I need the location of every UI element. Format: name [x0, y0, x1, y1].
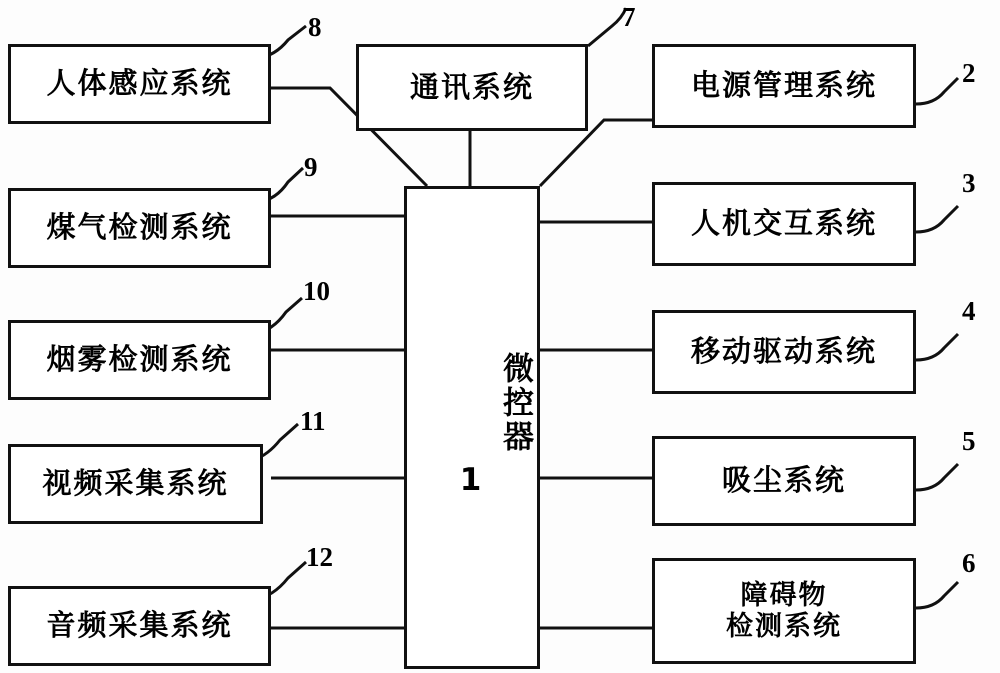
ref-label-9: 9 — [304, 152, 318, 182]
block-obstacle-detection[interactable] — [652, 558, 916, 664]
ref-label-12: 12 — [306, 542, 333, 572]
ref-label-2: 2 — [962, 58, 976, 88]
block-communication[interactable] — [356, 44, 588, 131]
ref-label-7: 7 — [622, 2, 636, 32]
block-video-capture-label: 视频采集系统 — [42, 466, 229, 501]
block-microcontroller-number: 1 — [459, 462, 485, 499]
block-communication-label: 通讯系统 — [409, 69, 534, 104]
ref-label-11: 11 — [300, 406, 326, 436]
block-microcontroller[interactable] — [404, 186, 540, 669]
block-mobile-drive-label: 移动驱动系统 — [690, 334, 877, 369]
ref-label-5: 5 — [962, 426, 976, 456]
block-power-management[interactable] — [652, 44, 916, 128]
block-obstacle-detection-label-line1: 障碍物 — [740, 579, 828, 611]
block-vacuum-label: 吸尘系统 — [721, 463, 846, 498]
ref-label-4: 4 — [962, 296, 976, 326]
block-smoke-detection-label: 烟雾检测系统 — [46, 342, 233, 377]
block-human-sensing-label: 人体感应系统 — [46, 66, 233, 101]
block-audio-capture[interactable] — [8, 586, 271, 666]
block-human-machine-interaction[interactable] — [652, 182, 916, 266]
ref-label-10: 10 — [303, 276, 330, 306]
block-audio-capture-label: 音频采集系统 — [46, 608, 233, 643]
block-human-machine-interaction-label: 人机交互系统 — [690, 206, 877, 241]
block-human-sensing[interactable] — [8, 44, 271, 124]
block-smoke-detection[interactable] — [8, 320, 271, 400]
block-mobile-drive[interactable] — [652, 310, 916, 394]
block-power-management-label: 电源管理系统 — [690, 68, 877, 103]
ref-label-8: 8 — [308, 12, 322, 42]
block-video-capture[interactable] — [8, 444, 263, 524]
ref-label-3: 3 — [962, 168, 976, 198]
block-obstacle-detection-label-line2: 检测系统 — [726, 611, 842, 642]
block-microcontroller-label: 微控器 — [497, 352, 533, 455]
block-gas-detection-label: 煤气检测系统 — [46, 210, 233, 245]
ref-label-6: 6 — [962, 548, 976, 578]
block-vacuum[interactable] — [652, 436, 916, 526]
block-gas-detection[interactable] — [8, 188, 271, 268]
